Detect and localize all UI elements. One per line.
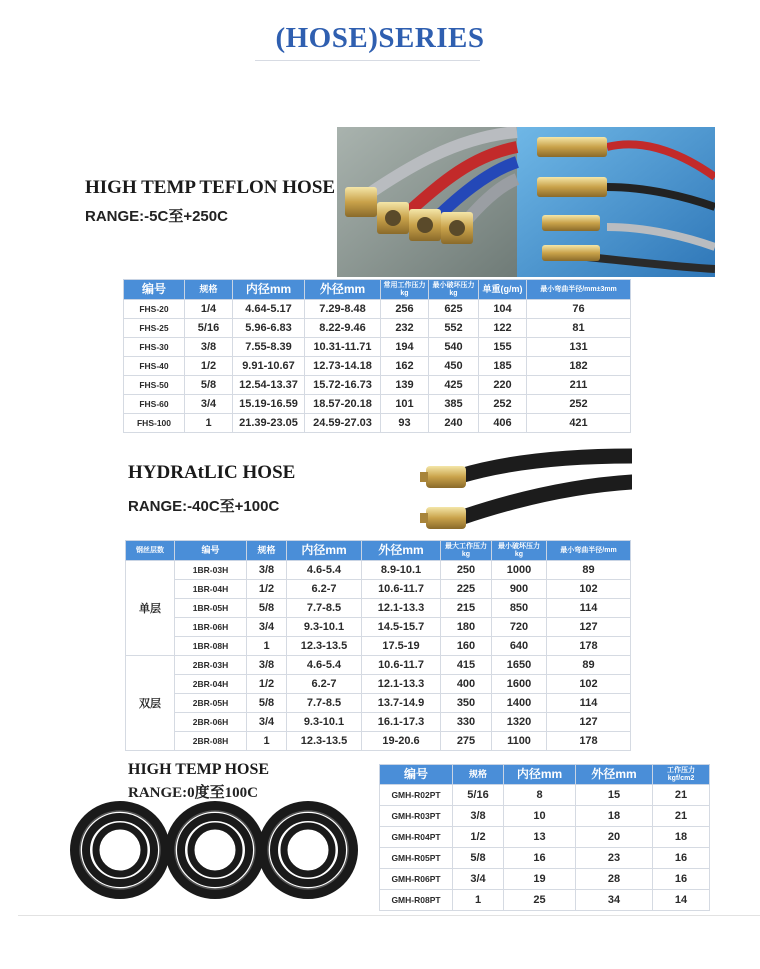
table-cell: 5/8 <box>247 694 287 713</box>
table-cell: 12.73-14.18 <box>305 357 381 376</box>
table-row <box>380 806 710 827</box>
table-cell: FHS-100 <box>124 414 185 433</box>
table-cell: 252 <box>527 395 631 414</box>
table-cell: 7.7-8.5 <box>287 694 362 713</box>
table-cell: 1BR-08H <box>175 637 247 656</box>
table-row <box>124 357 631 376</box>
table-cell: 540 <box>429 338 479 357</box>
table-row <box>124 338 631 357</box>
table-cell: 160 <box>441 637 492 656</box>
table-cell: 122 <box>479 319 527 338</box>
column-header: 内径mm <box>287 541 362 561</box>
table-cell: 12.3-13.5 <box>287 732 362 751</box>
table-cell: 162 <box>381 357 429 376</box>
table-cell: 178 <box>547 732 631 751</box>
table-cell: 18 <box>576 806 653 827</box>
table-cell: 23 <box>576 848 653 869</box>
table-cell: 16 <box>504 848 576 869</box>
table-cell: 10.6-11.7 <box>362 580 441 599</box>
table-row <box>126 561 631 580</box>
table-cell: 10 <box>504 806 576 827</box>
table-cell: 3/8 <box>247 656 287 675</box>
table-cell: 127 <box>547 618 631 637</box>
table-cell: 131 <box>527 338 631 357</box>
table-cell: 12.54-13.37 <box>233 376 305 395</box>
table-row <box>380 848 710 869</box>
table-cell: 89 <box>547 656 631 675</box>
table-row <box>380 785 710 806</box>
table-cell: 10.31-11.71 <box>305 338 381 357</box>
table-cell: 13.7-14.9 <box>362 694 441 713</box>
table-cell: 1BR-05H <box>175 599 247 618</box>
table-cell: 425 <box>429 376 479 395</box>
table-cell: 81 <box>527 319 631 338</box>
table-cell: GMH-R04PT <box>380 827 453 848</box>
table-cell: 220 <box>479 376 527 395</box>
table-cell: 275 <box>441 732 492 751</box>
group-label-cell: 双层 <box>126 656 175 751</box>
table-cell: 3/4 <box>247 618 287 637</box>
table-cell: 3/8 <box>453 806 504 827</box>
table-cell: 5/8 <box>453 848 504 869</box>
column-header: 编号 <box>175 541 247 561</box>
table-cell: 215 <box>441 599 492 618</box>
table-cell: 89 <box>547 561 631 580</box>
table-cell: 252 <box>479 395 527 414</box>
table-cell: FHS-25 <box>124 319 185 338</box>
table-row <box>126 675 631 694</box>
table-cell: GMH-R05PT <box>380 848 453 869</box>
column-header: 最小弯曲半径/mm±3mm <box>527 280 631 300</box>
hightemp-section-title: HIGH TEMP HOSE <box>128 761 270 778</box>
hydraulic-hose-photo <box>420 446 632 534</box>
table-cell: 101 <box>381 395 429 414</box>
table-cell: 2BR-08H <box>175 732 247 751</box>
table-cell: 25 <box>504 890 576 911</box>
hydraulic-range: RANGE:-40C至+100C <box>128 498 280 515</box>
table-cell: 1320 <box>492 713 547 732</box>
table-cell: 256 <box>381 300 429 319</box>
table-header-row <box>124 280 631 300</box>
column-header: 最小破坏压力kg <box>429 280 479 300</box>
table-cell: 232 <box>381 319 429 338</box>
table-cell: 17.5-19 <box>362 637 441 656</box>
table-cell: GMH-R03PT <box>380 806 453 827</box>
table-cell: GMH-R02PT <box>380 785 453 806</box>
table-cell: 720 <box>492 618 547 637</box>
table-cell: 13 <box>504 827 576 848</box>
table-row <box>126 580 631 599</box>
table-cell: 1BR-04H <box>175 580 247 599</box>
group-label-cell: 单层 <box>126 561 175 656</box>
table-row <box>126 599 631 618</box>
column-header: 规格 <box>185 280 233 300</box>
table-cell: 12.3-13.5 <box>287 637 362 656</box>
table-cell: 1/2 <box>247 580 287 599</box>
hightemp-spec-table <box>379 764 710 911</box>
table-cell: 1/4 <box>185 300 233 319</box>
table-cell: FHS-30 <box>124 338 185 357</box>
teflon-spec-table <box>123 279 631 433</box>
hightemp-range: RANGE:0度至100C <box>128 785 258 801</box>
column-header: 规格 <box>453 765 504 785</box>
table-cell: 6.2-7 <box>287 675 362 694</box>
table-cell: GMH-R08PT <box>380 890 453 911</box>
table-cell: FHS-20 <box>124 300 185 319</box>
table-cell: 3/8 <box>185 338 233 357</box>
table-cell: 1600 <box>492 675 547 694</box>
table-cell: 2BR-04H <box>175 675 247 694</box>
table-cell: 5/16 <box>185 319 233 338</box>
table-cell: 9.3-10.1 <box>287 618 362 637</box>
table-cell: FHS-50 <box>124 376 185 395</box>
table-cell: 9.3-10.1 <box>287 713 362 732</box>
table-cell: 19 <box>504 869 576 890</box>
table-cell: 10.6-11.7 <box>362 656 441 675</box>
table-cell: 450 <box>429 357 479 376</box>
table-cell: 1/2 <box>185 357 233 376</box>
column-header: 规格 <box>247 541 287 561</box>
teflon-range: RANGE:-5C至+250C <box>85 208 228 225</box>
table-row <box>124 395 631 414</box>
table-cell: 16 <box>653 848 710 869</box>
table-row <box>126 656 631 675</box>
table-cell: 211 <box>527 376 631 395</box>
table-cell: 3/4 <box>453 869 504 890</box>
table-cell: 1BR-03H <box>175 561 247 580</box>
table-cell: 114 <box>547 599 631 618</box>
table-cell: 640 <box>492 637 547 656</box>
table-cell: 1000 <box>492 561 547 580</box>
column-header: 工作压力kgf/cm2 <box>653 765 710 785</box>
table-cell: 18.57-20.18 <box>305 395 381 414</box>
table-cell: 24.59-27.03 <box>305 414 381 433</box>
table-row <box>124 319 631 338</box>
table-cell: 14.5-15.7 <box>362 618 441 637</box>
table-cell: 12.1-13.3 <box>362 675 441 694</box>
column-header: 编号 <box>124 280 185 300</box>
table-row <box>380 890 710 911</box>
table-cell: 3/4 <box>247 713 287 732</box>
table-cell: 5.96-6.83 <box>233 319 305 338</box>
table-row <box>380 827 710 848</box>
table-cell: 1650 <box>492 656 547 675</box>
table-cell: 102 <box>547 675 631 694</box>
column-header: 外径mm <box>576 765 653 785</box>
teflon-section-title: HIGH TEMP TEFLON HOSE <box>85 177 336 198</box>
table-cell: 4.64-5.17 <box>233 300 305 319</box>
column-header: 外径mm <box>362 541 441 561</box>
column-header: 外径mm <box>305 280 381 300</box>
column-header: 最小破坏压力kg <box>492 541 547 561</box>
table-cell: 900 <box>492 580 547 599</box>
table-row <box>126 694 631 713</box>
table-cell: 127 <box>547 713 631 732</box>
table-cell: 180 <box>441 618 492 637</box>
table-cell: 21.39-23.05 <box>233 414 305 433</box>
table-cell: 1 <box>185 414 233 433</box>
table-cell: 34 <box>576 890 653 911</box>
table-cell: 2BR-05H <box>175 694 247 713</box>
table-cell: 3/8 <box>247 561 287 580</box>
table-cell: 415 <box>441 656 492 675</box>
table-cell: 7.55-8.39 <box>233 338 305 357</box>
table-cell: 406 <box>479 414 527 433</box>
table-cell: 16.1-17.3 <box>362 713 441 732</box>
teflon-hose-photo <box>337 127 715 277</box>
table-cell: 1 <box>247 637 287 656</box>
table-row <box>126 732 631 751</box>
table-cell: 400 <box>441 675 492 694</box>
table-cell: 850 <box>492 599 547 618</box>
table-cell: 1/2 <box>247 675 287 694</box>
table-cell: 185 <box>479 357 527 376</box>
table-cell: 155 <box>479 338 527 357</box>
table-cell: 9.91-10.67 <box>233 357 305 376</box>
table-cell: FHS-40 <box>124 357 185 376</box>
table-cell: 2BR-03H <box>175 656 247 675</box>
table-cell: 8.22-9.46 <box>305 319 381 338</box>
table-cell: 104 <box>479 300 527 319</box>
table-cell: 350 <box>441 694 492 713</box>
column-header: 钢丝层数 <box>126 541 175 561</box>
table-cell: 1/2 <box>453 827 504 848</box>
table-cell: 3/4 <box>185 395 233 414</box>
table-cell: 1100 <box>492 732 547 751</box>
table-row <box>380 869 710 890</box>
table-cell: 18 <box>653 827 710 848</box>
table-cell: 1 <box>247 732 287 751</box>
table-cell: 1400 <box>492 694 547 713</box>
table-cell: FHS-60 <box>124 395 185 414</box>
table-cell: 5/8 <box>247 599 287 618</box>
table-cell: 8 <box>504 785 576 806</box>
table-cell: 28 <box>576 869 653 890</box>
table-cell: 4.6-5.4 <box>287 561 362 580</box>
table-cell: 1 <box>453 890 504 911</box>
hydraulic-spec-table <box>125 540 631 751</box>
table-cell: 15.72-16.73 <box>305 376 381 395</box>
table-row <box>124 376 631 395</box>
table-cell: 7.7-8.5 <box>287 599 362 618</box>
column-header: 编号 <box>380 765 453 785</box>
table-cell: 139 <box>381 376 429 395</box>
table-cell: 6.2-7 <box>287 580 362 599</box>
table-cell: 5/16 <box>453 785 504 806</box>
table-cell: 76 <box>527 300 631 319</box>
table-row <box>126 637 631 656</box>
table-cell: 15.19-16.59 <box>233 395 305 414</box>
table-cell: 12.1-13.3 <box>362 599 441 618</box>
title-divider <box>255 60 480 61</box>
table-cell: 19-20.6 <box>362 732 441 751</box>
bottom-divider <box>18 915 760 916</box>
table-cell: 330 <box>441 713 492 732</box>
table-cell: 1BR-06H <box>175 618 247 637</box>
table-cell: 182 <box>527 357 631 376</box>
hydraulic-section-title: HYDRAtLIC HOSE <box>128 462 296 483</box>
column-header: 常用工作压力kg <box>381 280 429 300</box>
table-cell: 7.29-8.48 <box>305 300 381 319</box>
table-cell: 21 <box>653 785 710 806</box>
table-cell: 4.6-5.4 <box>287 656 362 675</box>
page-title: (HOSE)SERIES <box>275 22 485 54</box>
table-cell: 250 <box>441 561 492 580</box>
table-row <box>124 414 631 433</box>
table-cell: 14 <box>653 890 710 911</box>
table-cell: 2BR-06H <box>175 713 247 732</box>
table-cell: 8.9-10.1 <box>362 561 441 580</box>
table-cell: 5/8 <box>185 376 233 395</box>
table-cell: 240 <box>429 414 479 433</box>
table-cell: 385 <box>429 395 479 414</box>
column-header: 最小弯曲半径/mm <box>547 541 631 561</box>
table-cell: 93 <box>381 414 429 433</box>
table-cell: 552 <box>429 319 479 338</box>
column-header: 单重(g/m) <box>479 280 527 300</box>
table-header-row <box>126 541 631 561</box>
table-row <box>126 713 631 732</box>
table-cell: 114 <box>547 694 631 713</box>
coiled-hose-photo <box>70 800 360 900</box>
table-cell: GMH-R06PT <box>380 869 453 890</box>
table-header-row <box>380 765 710 785</box>
column-header: 最大工作压力kg <box>441 541 492 561</box>
table-cell: 21 <box>653 806 710 827</box>
table-cell: 16 <box>653 869 710 890</box>
table-cell: 102 <box>547 580 631 599</box>
table-row <box>124 300 631 319</box>
column-header: 内径mm <box>233 280 305 300</box>
table-row <box>126 618 631 637</box>
table-cell: 194 <box>381 338 429 357</box>
table-cell: 20 <box>576 827 653 848</box>
table-cell: 225 <box>441 580 492 599</box>
table-cell: 15 <box>576 785 653 806</box>
table-cell: 625 <box>429 300 479 319</box>
table-cell: 421 <box>527 414 631 433</box>
table-cell: 178 <box>547 637 631 656</box>
column-header: 内径mm <box>504 765 576 785</box>
